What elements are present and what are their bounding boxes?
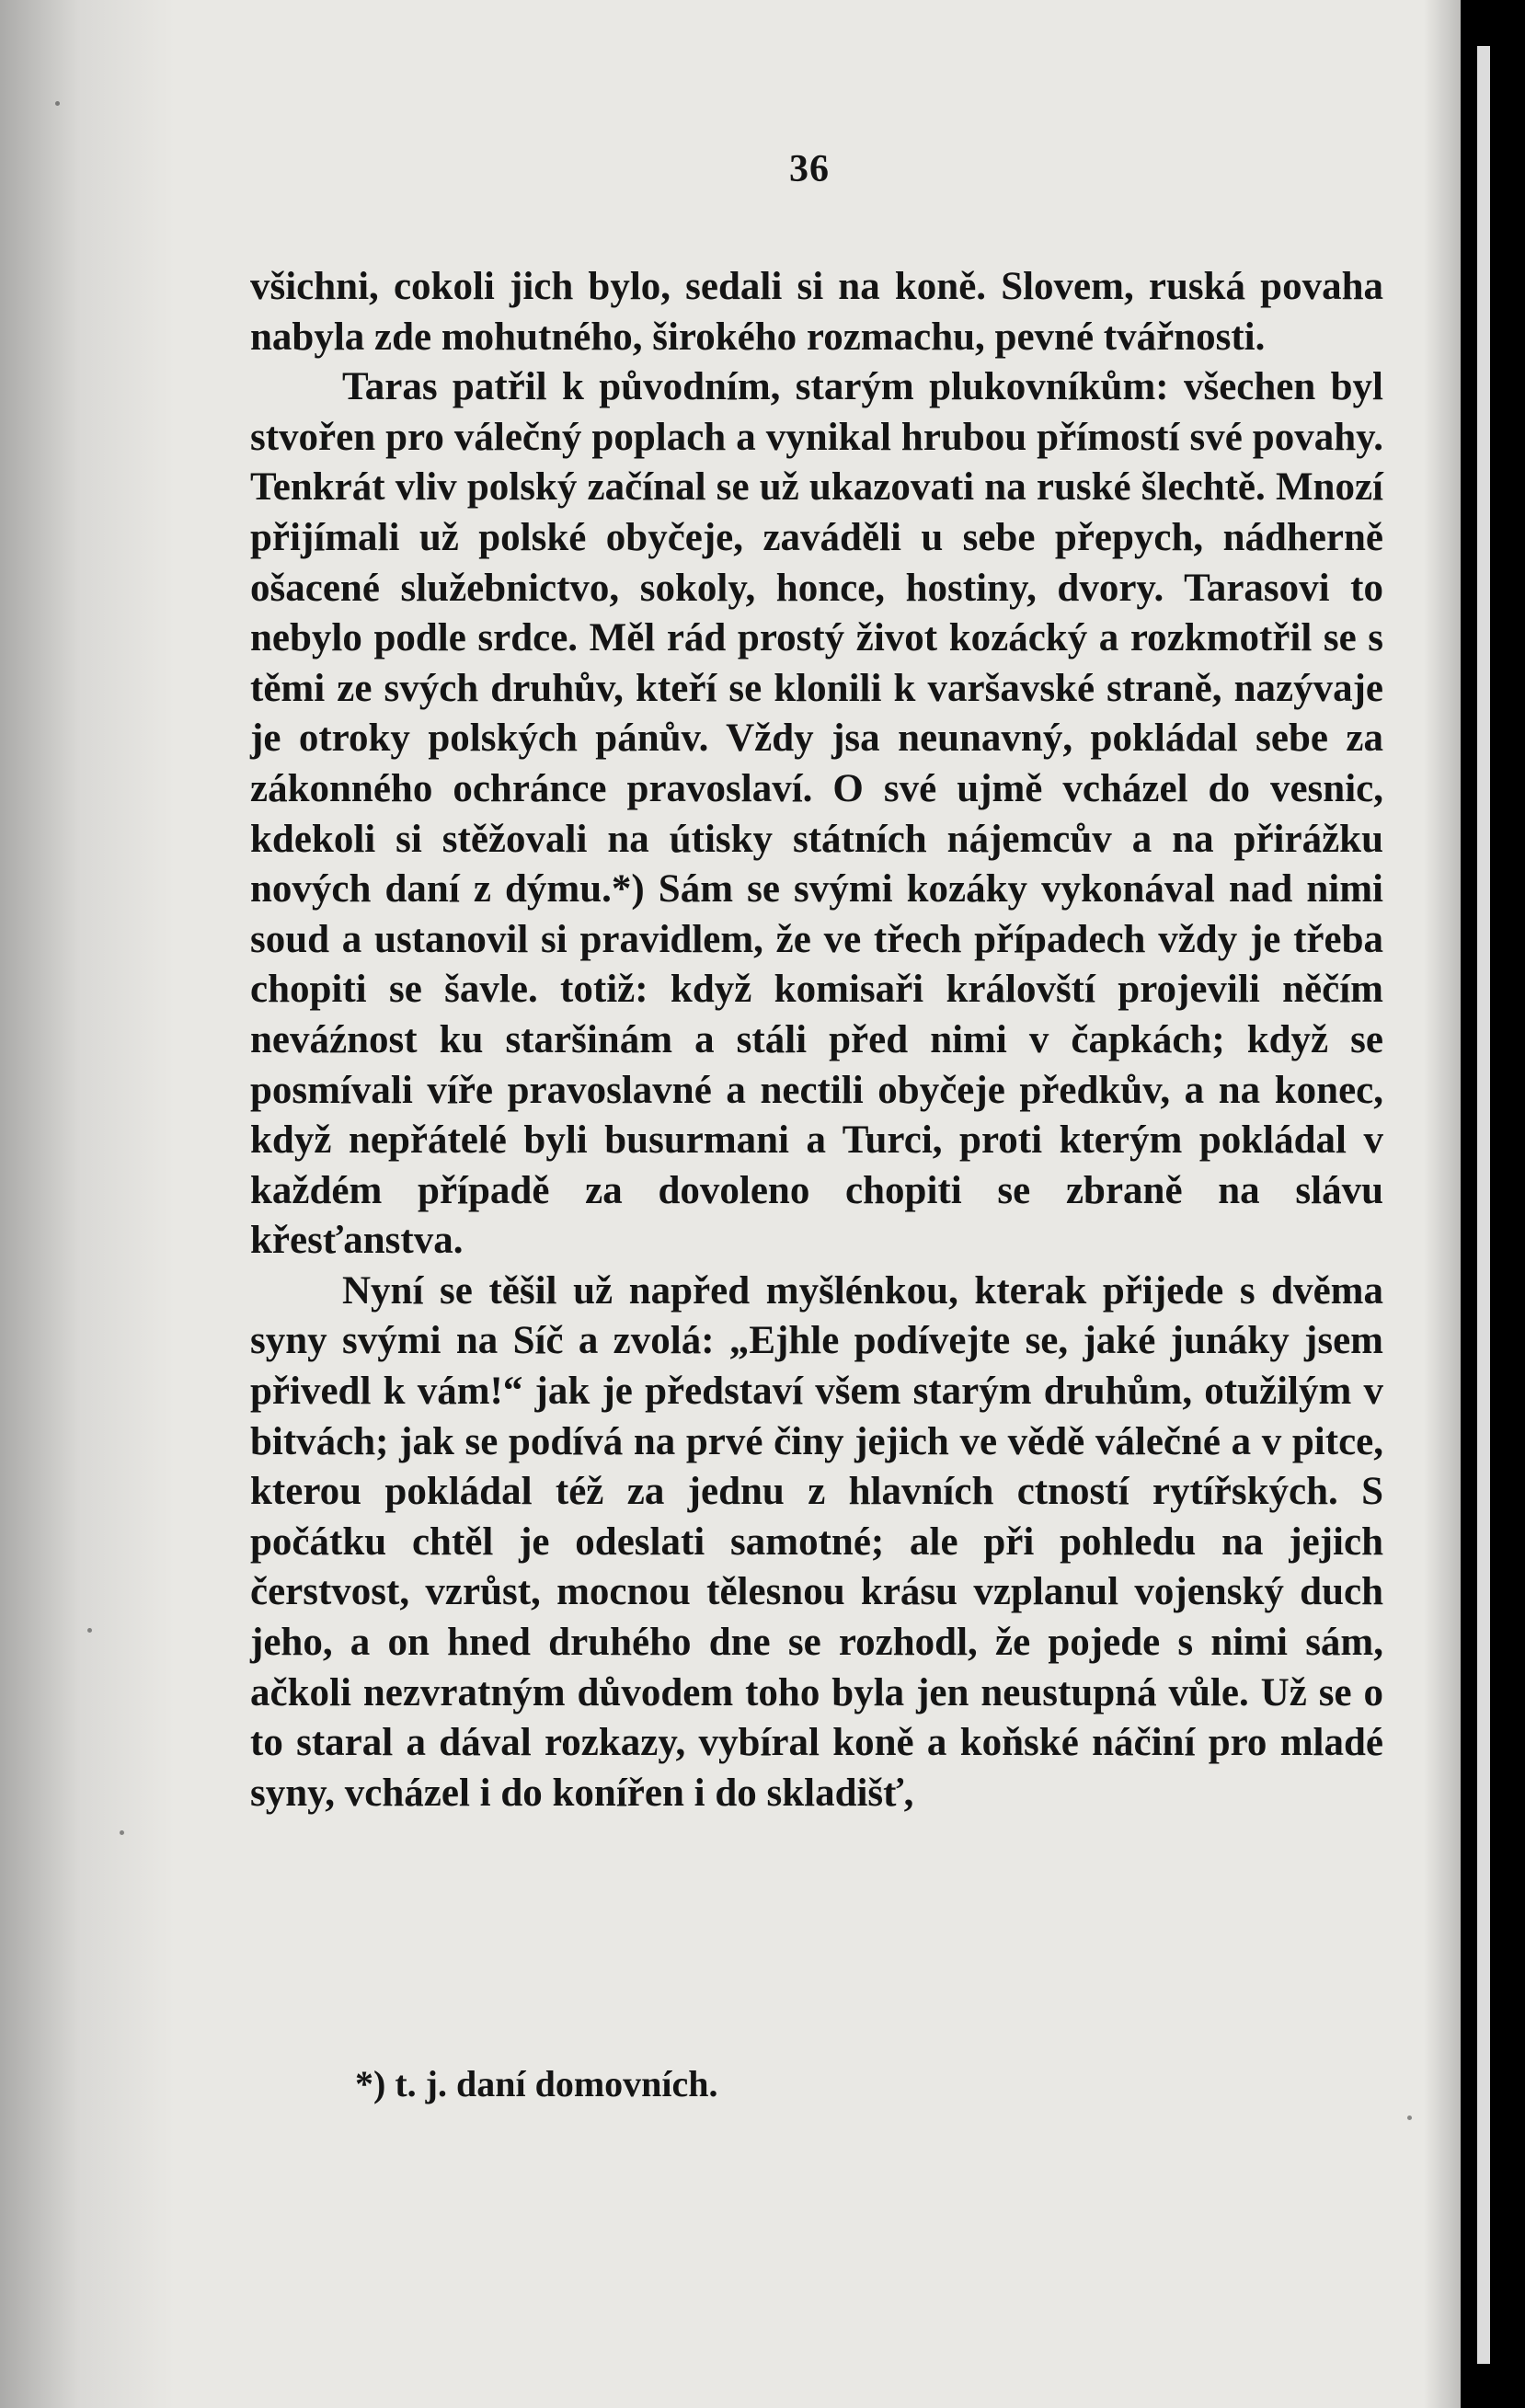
footnote: *) t. j. daní domovních. (355, 2063, 718, 2104)
page-number: 36 (789, 148, 830, 190)
scan-speck (55, 101, 60, 106)
paragraph: Taras patřil k původním, starým plukovníkům: všechen byl stvořen pro válečný poplach a vynikal hrubou přímostí své povahy. Tenkrát vliv polský začínal se už ukazovati na ruské šlechtě. Mnozí přijímali už polské obyčeje, zaváděli u sebe přepych, nádherně ošacené služebnictvo, sokoly, honce, hostiny, dvory. Tarasovi to nebylo podle srdce. Měl rád prostý život kozácký a rozkmotřil se s těmi ze svých druhův, kteří se klonili k varšavské straně, nazývaje je otroky polských pánův. Vždy jsa neunavný, pokládal sebe za zákonného ochránce pravoslaví. O své ujmě vcházel do vesnic, kdekoli si stěžovali na útisky státních nájemcův a na přirážku nových daní z dýmu.*) Sám se svými kozáky vykonával nad nimi soud a ustanovil si pravidlem, že ve třech případech vždy je třeba chopiti se šavle. totiž: když komisaři královští projevili něčím neváźnost ku staršinám a stáli před nimi v čapkách; když se posmívali víře pravoslavné a nectili obyčeje předkův, a na konec, když nepřátelé byli busurmani a Turci, proti kterým pokládal v každém případě za dovoleno chopiti se zbraně na slávu křesťanstva. (250, 365, 1383, 1263)
paragraph: všichni, cokoli jich bylo, sedali si na koně. Slovem, ruská povaha nabyla zde mohutného, širokého rozmachu, pevné tvářnosti. (250, 265, 1383, 359)
paragraph: Nyní se těšil už napřed myšlénkou, kterak přijede s dvěma syny svými na Síč a zvolá: „Ejhle podívejte se, jaké junáky jsem přivedl k vám!“ jak je představí všem starým druhům, otužilým v bitvách; jak se podívá na prvé činy jejich ve vědě válečné a v pitce, kterou pokládal též za jednu z hlavních ctností rytířských. S počátku chtěl je odeslati samotné; ale při pohledu na jejich čerstvost, vzrůst, mocnou tělesnou krásu vzplanul vojenský duch jeho, a on hned druhého dne se rozhodl, že pojede s nimi sám, ačkoli nezvratným důvodem toho byla jen neustupná vůle. Už se o to staral a dával rozkazy, vybíral koně a koňské náčiní pro mladé syny, vcházel i do konířen i do skladišť, (250, 1268, 1383, 1815)
scan-speck (120, 1830, 124, 1835)
scan-speck (1407, 2116, 1412, 2120)
scan-speck (87, 1628, 92, 1633)
body-text (250, 262, 1383, 1818)
page-edge-strip (1477, 46, 1490, 2364)
